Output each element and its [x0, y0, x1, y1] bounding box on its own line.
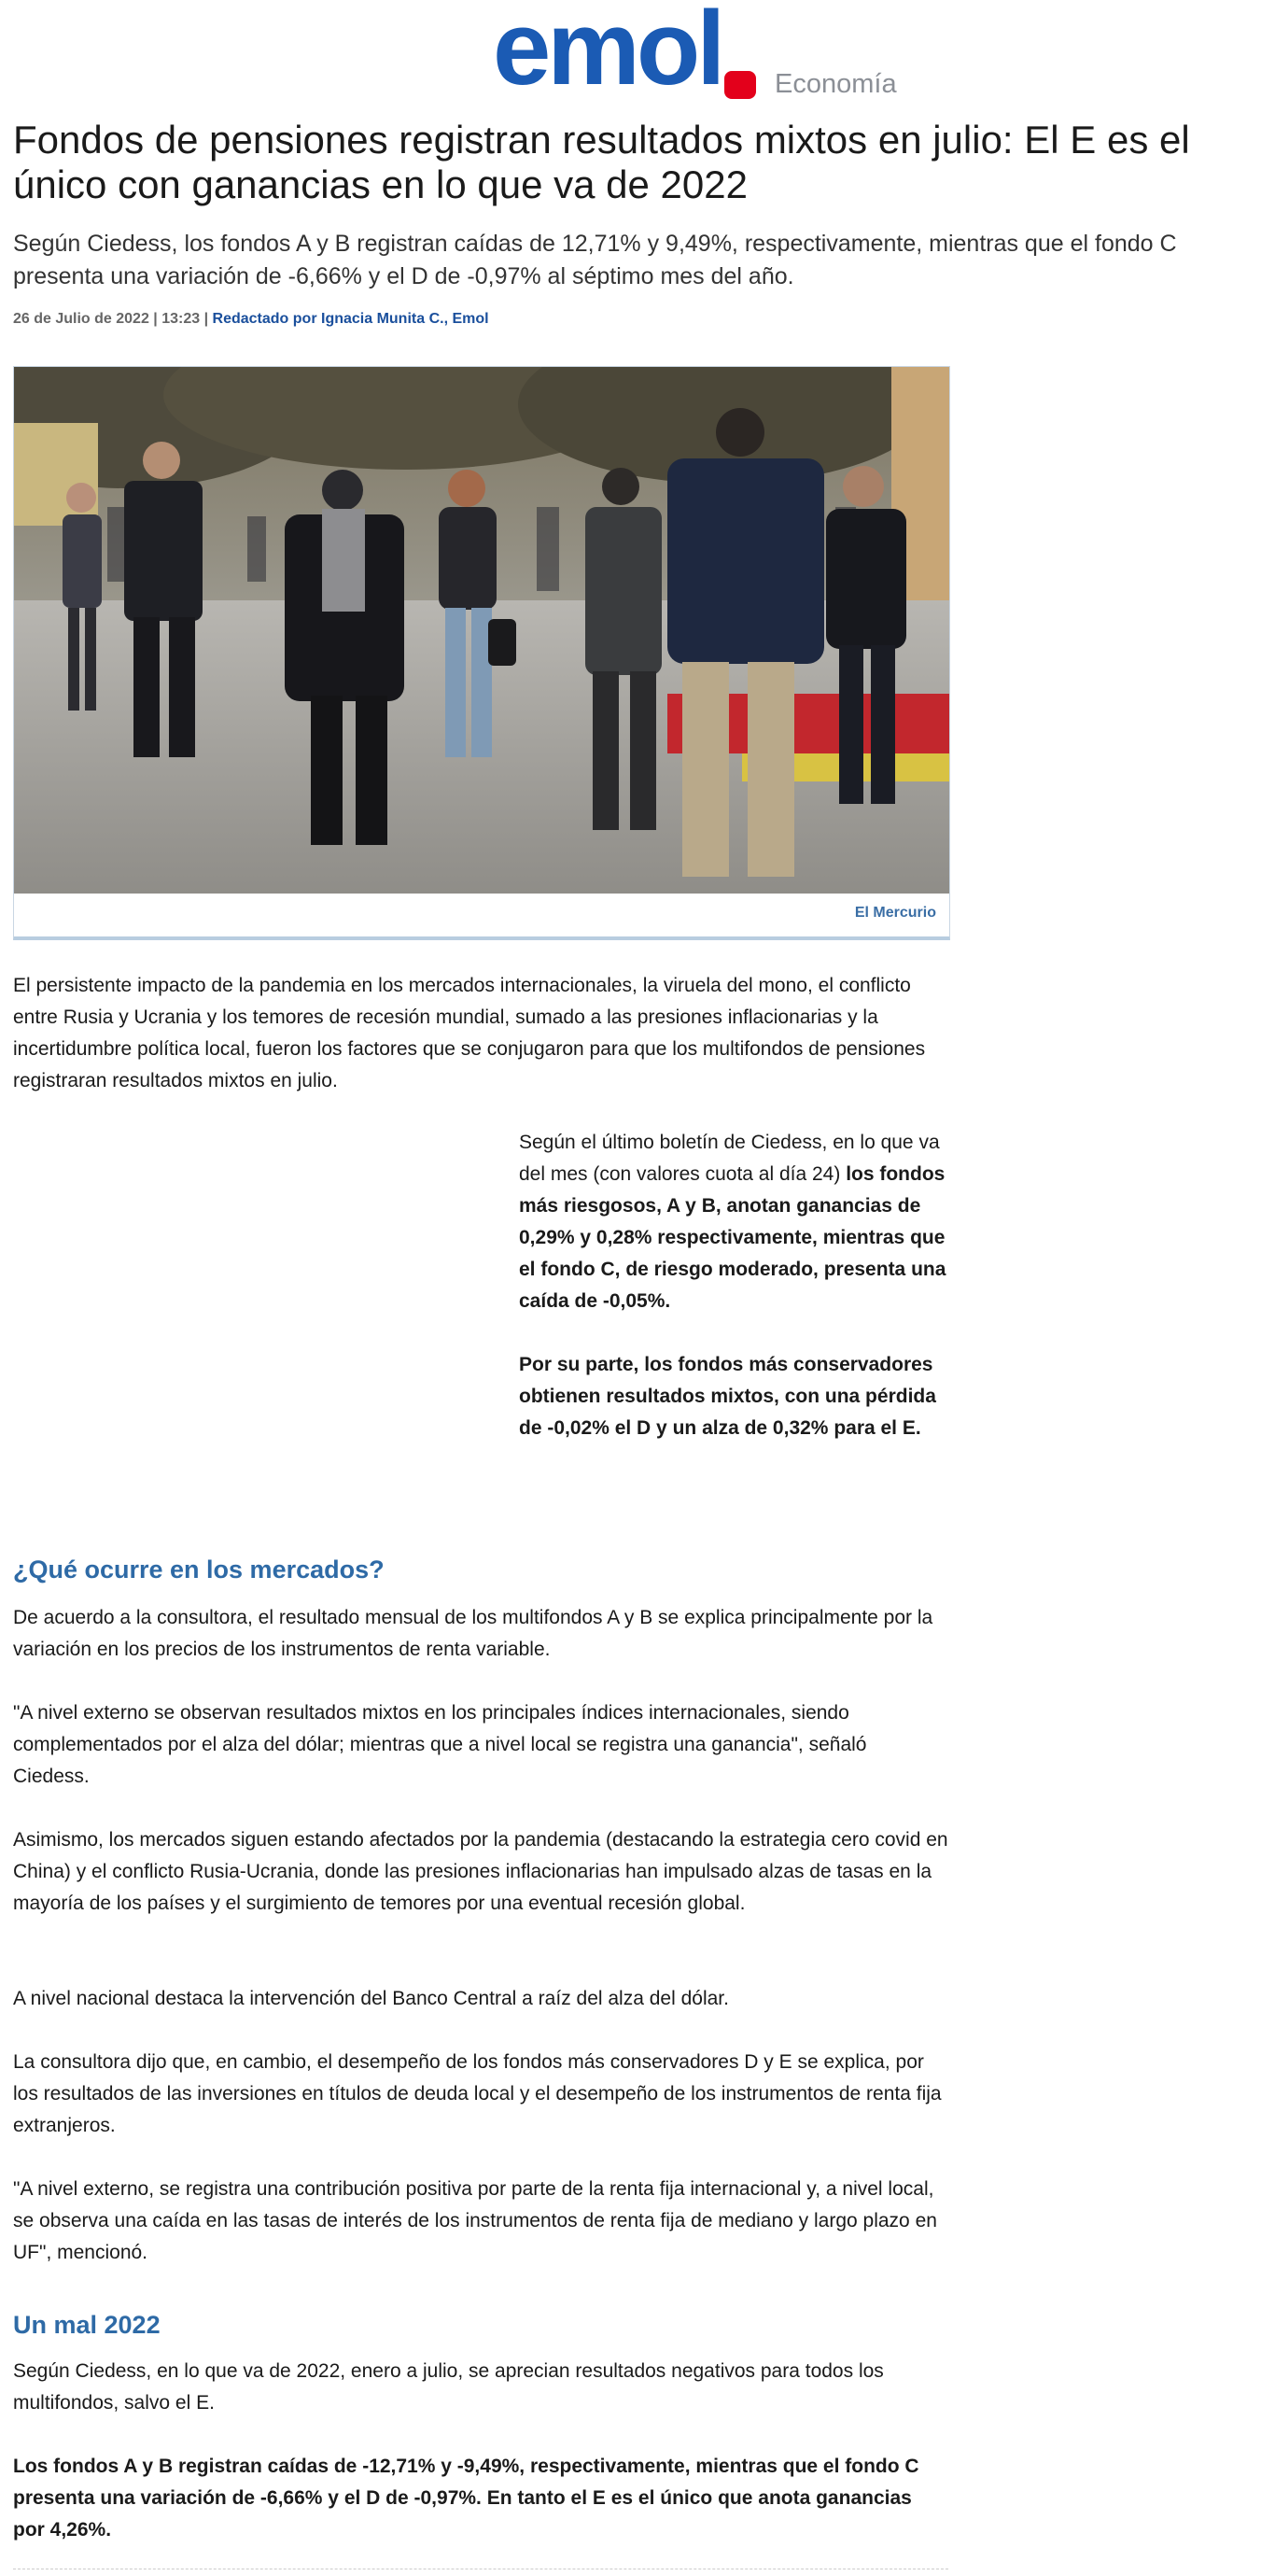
paragraph-7: "A nivel externo, se registra una contribución positiva por parte de la renta fija internacional y, a nivel local, se observa una caída en las tasas de interés de los instrumentos de renta fija de mediano y largo plazo en UF", mencionó. [13, 2178, 937, 2263]
section-label[interactable]: Economía [775, 69, 897, 99]
article-byline [13, 311, 489, 328]
byline-separator: | [203, 311, 209, 327]
site-header [0, 0, 1275, 106]
subheading-bad-2022: Un mal 2022 [13, 2311, 161, 2339]
paragraph-9: Los fondos A y B registran caídas de -12,71% y -9,49%, respectivamente, mientras que el fondo C presenta una variación de -6,66% y el D de -0,97%. En tanto el E es el único que anota ganancias por 4,26%. [13, 2456, 919, 2541]
image-caption: El Mercurio [854, 905, 936, 921]
highlight-paragraph-1 [519, 1127, 948, 1317]
paragraph-1: El persistente impacto de la pandemia en los mercados internacionales, la viruela del mono, el conflicto entre Rusia y Ucrania y los temores de recesión mundial, sumado a las presiones inflacionarias y la incertidumbre política local, fueron los factores que se conjugaron para que los multifondos de pensiones registraran resultados mixtos en julio. [13, 975, 926, 1091]
article-photo[interactable] [14, 367, 949, 894]
highlight-intro: Según el último boletín de Ciedess, en lo que va del mes (con valores cuota al día 24) [519, 1132, 940, 1185]
logo-wordmark: emol [493, 0, 722, 106]
highlight-bold: los fondos más riesgosos, A y B, anotan ganancias de 0,29% y 0,28% respectivamente, mientras que el fondo C, de riesgo moderado, presenta una caída de -0,05%. [519, 1163, 946, 1312]
article-lead: Según Ciedess, los fondos A y B registran caídas de 12,71% y 9,49%, respectivamente, mientras que el fondo C presenta una variación de -6,66% y el D de -0,97% al séptimo mes del año. [13, 231, 1177, 289]
paragraph-6: La consultora dijo que, en cambio, el desempeño de los fondos más conservadores D y E se explica, por los resultados de las inversiones en títulos de deuda local y el desempeño de los instrumentos de renta fija extranjeros. [13, 2051, 942, 2136]
paragraph-8: Según Ciedess, en lo que va de 2022, enero a julio, se aprecian resultados negativos para todos los multifondos, salvo el E. [13, 2360, 884, 2414]
highlight-box [519, 1127, 948, 1444]
article-date: 26 de Julio de 2022 | 13:23 [13, 311, 201, 327]
emol-logo[interactable] [493, 0, 904, 106]
paragraph-5: A nivel nacional destaca la intervención del Banco Central a raíz del alza del dólar. [13, 1988, 729, 2009]
paragraph-2: De acuerdo a la consultora, el resultado mensual de los multifondos A y B se explica principalmente por la variación en los precios de los instrumentos de renta variable. [13, 1607, 933, 1660]
highlight-paragraph-2: Por su parte, los fondos más conservadores obtienen resultados mixtos, con una pérdida de -0,02% el D y un alza de 0,32% para el E. [519, 1354, 936, 1439]
article-image-figure [13, 366, 950, 940]
paragraph-4: Asimismo, los mercados siguen estando afectados por la pandemia (destacando la estrategia cero covid en China) y el conflicto Rusia-Ucrania, donde las presiones inflacionarias han impulsado alzas de tasas en la mayoría de los países y el surgimiento de temores por una eventual recesión global. [13, 1829, 948, 1914]
article-title: Fondos de pensiones registran resultados mixtos en julio: El E es el único con ganancias en lo que va de 2022 [13, 118, 1190, 206]
subheading-markets: ¿Qué ocurre en los mercados? [13, 1555, 385, 1584]
logo-red-dot [724, 71, 756, 99]
article-author[interactable]: Redactado por Ignacia Munita C., Emol [212, 311, 489, 327]
paragraph-3: "A nivel externo se observan resultados mixtos en los principales índices internacionales, siendo complementados por el alza del dólar; mientras que a nivel local se registra una ganancia", señaló Ciedess. [13, 1702, 867, 1787]
